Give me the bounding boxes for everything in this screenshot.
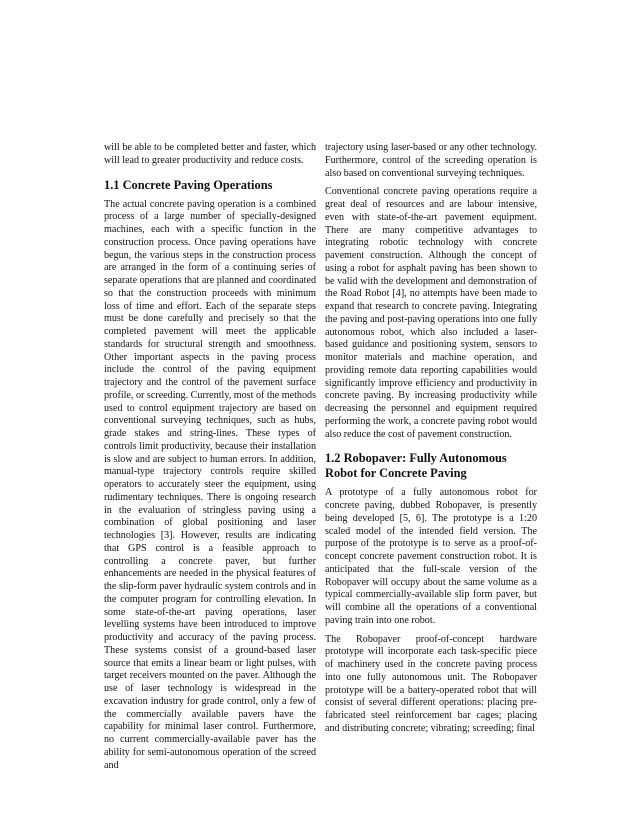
section-heading-1-1: 1.1 Concrete Paving Operations xyxy=(104,177,273,192)
section-heading-1-2: 1.2 Robopaver: Fully Autonomous Robot for Concrete Paving xyxy=(325,451,507,481)
paragraph: A prototype of a fully autonomous robot for concrete paving, dubbed Robopaver, is presently being developed [5, 6]. The prototype is a 1:20 scaled model of the intended field version. The purpose of the prototype is to serve as a proof-of-concept concrete pavement construction robot. It is anticipated that the full-scale version of the Robopaver will occupy about the same volume as a typical commercially-available slip form paver, but will combine all the operations of a conventional paving train into one robot. xyxy=(325,487,537,626)
left-column xyxy=(104,142,316,772)
paragraph-continued: trajectory using laser-based or any other technology. Furthermore, control of the screeding operation is also based on conventional surveying techniques. xyxy=(325,142,537,179)
paragraph-continued: will be able to be completed better and faster, which will lead to greater productivity and reduce costs. xyxy=(104,142,316,166)
right-column xyxy=(325,142,537,736)
paragraph: The actual concrete paving operation is a combined process of a large number of specially-designed machines, each with a specific function in the construction process. Once paving operations have begun, the various steps in the construction process are arranged in the form of a continuing series of separate operations that are planned and coordinated so that the construction proceeds with minimum loss of time and effort. Each of the separate steps must be done carefully and precisely so that the completed pavement will meet the applicable standards for structural strength and smoothness. Other important aspects in the paving process include the control of the paving equipment trajectory and the control of the pavement surface profile, or screeding. Currently, most of the methods used to control equipment trajectory are based on conventional surveying techniques, such as hubs, grade stakes and string-lines. These types of controls limit productivity, because their installation is slow and are subject to human errors. In addition, manual-type trajectory controls require skilled operators to accurately steer the equipment, using rudimentary techniques. There is ongoing research in the evaluation of stringless paving using a combination of global positioning and laser technologies [3]. However, results are indicating that GPS control is a feasible approach to controlling a concrete paver, but further enhancements are needed in the physical features of the slip-form paver hydraulic system controls and in the computer program for controlling elevation. In some state-of-the-art paving operations, laser levelling systems have been introduced to improve productivity and accuracy of the paving process. These systems consist of a ground-based laser source that emits a linear beam or light pulses, with target receivers mounted on the paver. Although the use of laser technology is widespread in the excavation industry for grade control, only a few of the commercially available pavers have the capability for minimal laser control. Furthermore, no current commercially-available paver has the ability for semi-autonomous operation of the screed and xyxy=(104,198,316,771)
paragraph: The Robopaver proof-of-concept hardware prototype will incorporate each task-specific piece of machinery used in the concrete paving process into one fully autonomous unit. The Robopaver prototype will be a battery-operated robot that will consist of several different operations: placing pre-fabricated steel reinforcement bar cages; placing and distributing concrete; vibrating; screeding; final xyxy=(325,633,537,734)
paragraph: Conventional concrete paving operations require a great deal of resources and are labour intensive, even with state-of-the-art pavement equipment. There are many competitive advantages to integrating robotic technology with concrete pavement construction. Although the concept of using a robot for asphalt paving has been shown to be valid with the development and demonstration of the Road Robot [4], no attempts have been made to expand that research to concrete paving. Integrating the paving and post-paving operations into one fully autonomous robot, which also included a laser-based guidance and positioning system, sensors to monitor materials and machine operation, and providing remote data reporting capabilities would significantly improve efficiency and productivity in concrete paving. By increasing productivity while decreasing the personnel and equipment required performing the work, a concrete paving robot would also reduce the cost of pavement construction. xyxy=(325,186,537,440)
